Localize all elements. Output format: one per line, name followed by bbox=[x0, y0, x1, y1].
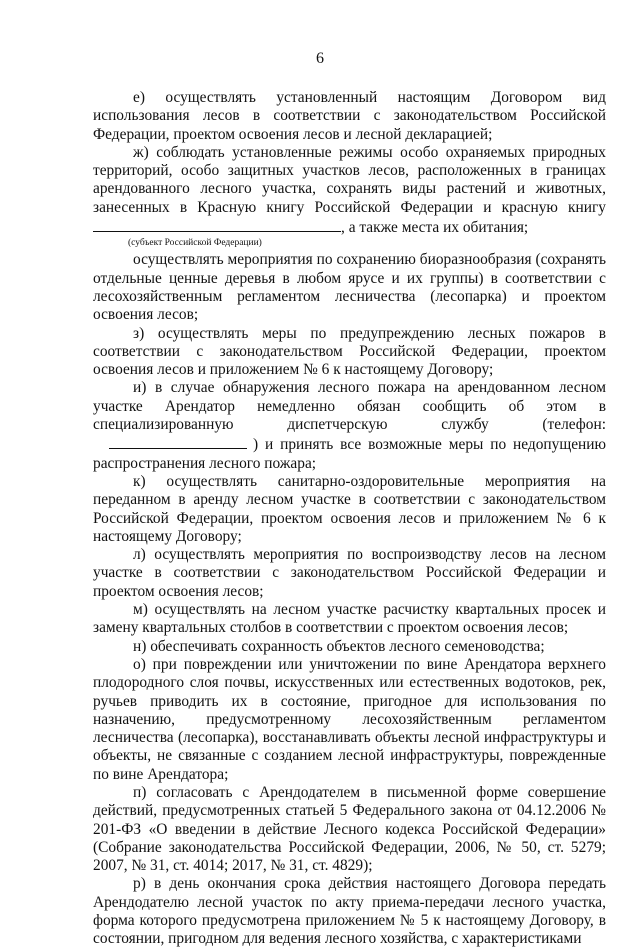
clause-zh-ending: , а также места их обитания; bbox=[341, 219, 529, 237]
blank-phone-line bbox=[109, 434, 247, 449]
clause-r: р) в день окончания срока действия настоящего Договора передать Арендодателю лесной участок по акту приема-передачи лесного участка, форма которого предусмотрена приложением № 5 к настоящему Договору, в состоянии, пригодном для ведения лесного хозяйства, с характеристиками bbox=[93, 875, 606, 948]
clause-k: к) осуществлять санитарно-оздоровительные мероприятия на переданном в аренду лесном участке в соответствии с законодательством Российской Федерации, проектом освоения лесов и приложением № 6 к настоящему Договору; bbox=[93, 472, 606, 545]
clause-l: л) осуществлять мероприятия по воспроизводству лесов на лесном участке в соответствии с законодательством Российской Федерации и проектом освоения лесов; bbox=[93, 546, 606, 600]
subject-caption: (субъект Российской Федерации) bbox=[128, 238, 262, 249]
clause-n: н) обеспечивать сохранность объектов лесного семеноводства; bbox=[133, 637, 545, 655]
clause-biodiversity: осуществлять мероприятия по сохранению биоразнообразия (сохранять отдельные ценные деревья в любом ярусе и их группы) в соответствии с лесохозяйственным регламентом лесничества (лесопарка) и проектом освоения лесов; bbox=[93, 251, 606, 324]
clause-p: п) согласовать с Арендодателем в письменной форме совершение действий, предусмотренных статьей 5 Федерального закона от 04.12.2006 № 201-ФЗ «О введении в действие Лесного кодекса Российской Федерации» (Собрание законодательства Российской Федерации, 2006, № 50, ст. 5279; 2007, № 31, ст. 4014; 2017, № 31, ст. 4829); bbox=[93, 783, 606, 875]
clause-m: м) осуществлять на лесном участке расчистку квартальных просек и замену квартальных столбов в соответствии с проектом освоения лесов; bbox=[93, 601, 606, 637]
clause-zh bbox=[93, 144, 606, 237]
clause-i bbox=[93, 379, 606, 472]
blank-subject-line bbox=[93, 217, 341, 232]
clause-o: о) при повреждении или уничтожении по вине Арендатора верхнего плодородного слоя почвы, искусственных или естественных водотоков, рек, ручьев приводить их в состояние, пригодное для использования по назначению, предусмотренному лесохозяйственным регламентом лесничества (лесопарка), восстанавливать объекты лесной инфраструктуры и объекты, не связанные с созданием лесной инфраструктуры, поврежденные по вине Арендатора; bbox=[93, 655, 606, 783]
clause-i-text: и) в случае обнаружения лесного пожара на арендованном лесном участке Арендатор немедленно обязан сообщить об этом в специализированную диспетчерскую службу (телефон: bbox=[93, 379, 606, 434]
clause-i-ending: ) и принять все возможные меры по недопущению распространения лесного пожара; bbox=[93, 436, 606, 472]
clause-e: е) осуществлять установленный настоящим Договором вид использования лесов в соответствии с законодательством Российской Федерации, проектом освоения лесов и лесной декларацией; bbox=[93, 89, 606, 143]
clause-zh-text: ж) соблюдать установленные режимы особо охраняемых природных территорий, особо защитных участков лесов, расположенных в границах арендованного лесного участка, сохранять виды растений и животных, занесенных в Красную книгу Российской Федерации и красную книгу bbox=[93, 143, 606, 216]
page-number: 6 bbox=[316, 50, 324, 67]
document-body bbox=[93, 89, 606, 949]
clause-z: з) осуществлять меры по предупреждению лесных пожаров в соответствии с законодательством Российской Федерации, проектом освоения лесов и приложением № 6 к настоящему Договору; bbox=[93, 324, 606, 379]
